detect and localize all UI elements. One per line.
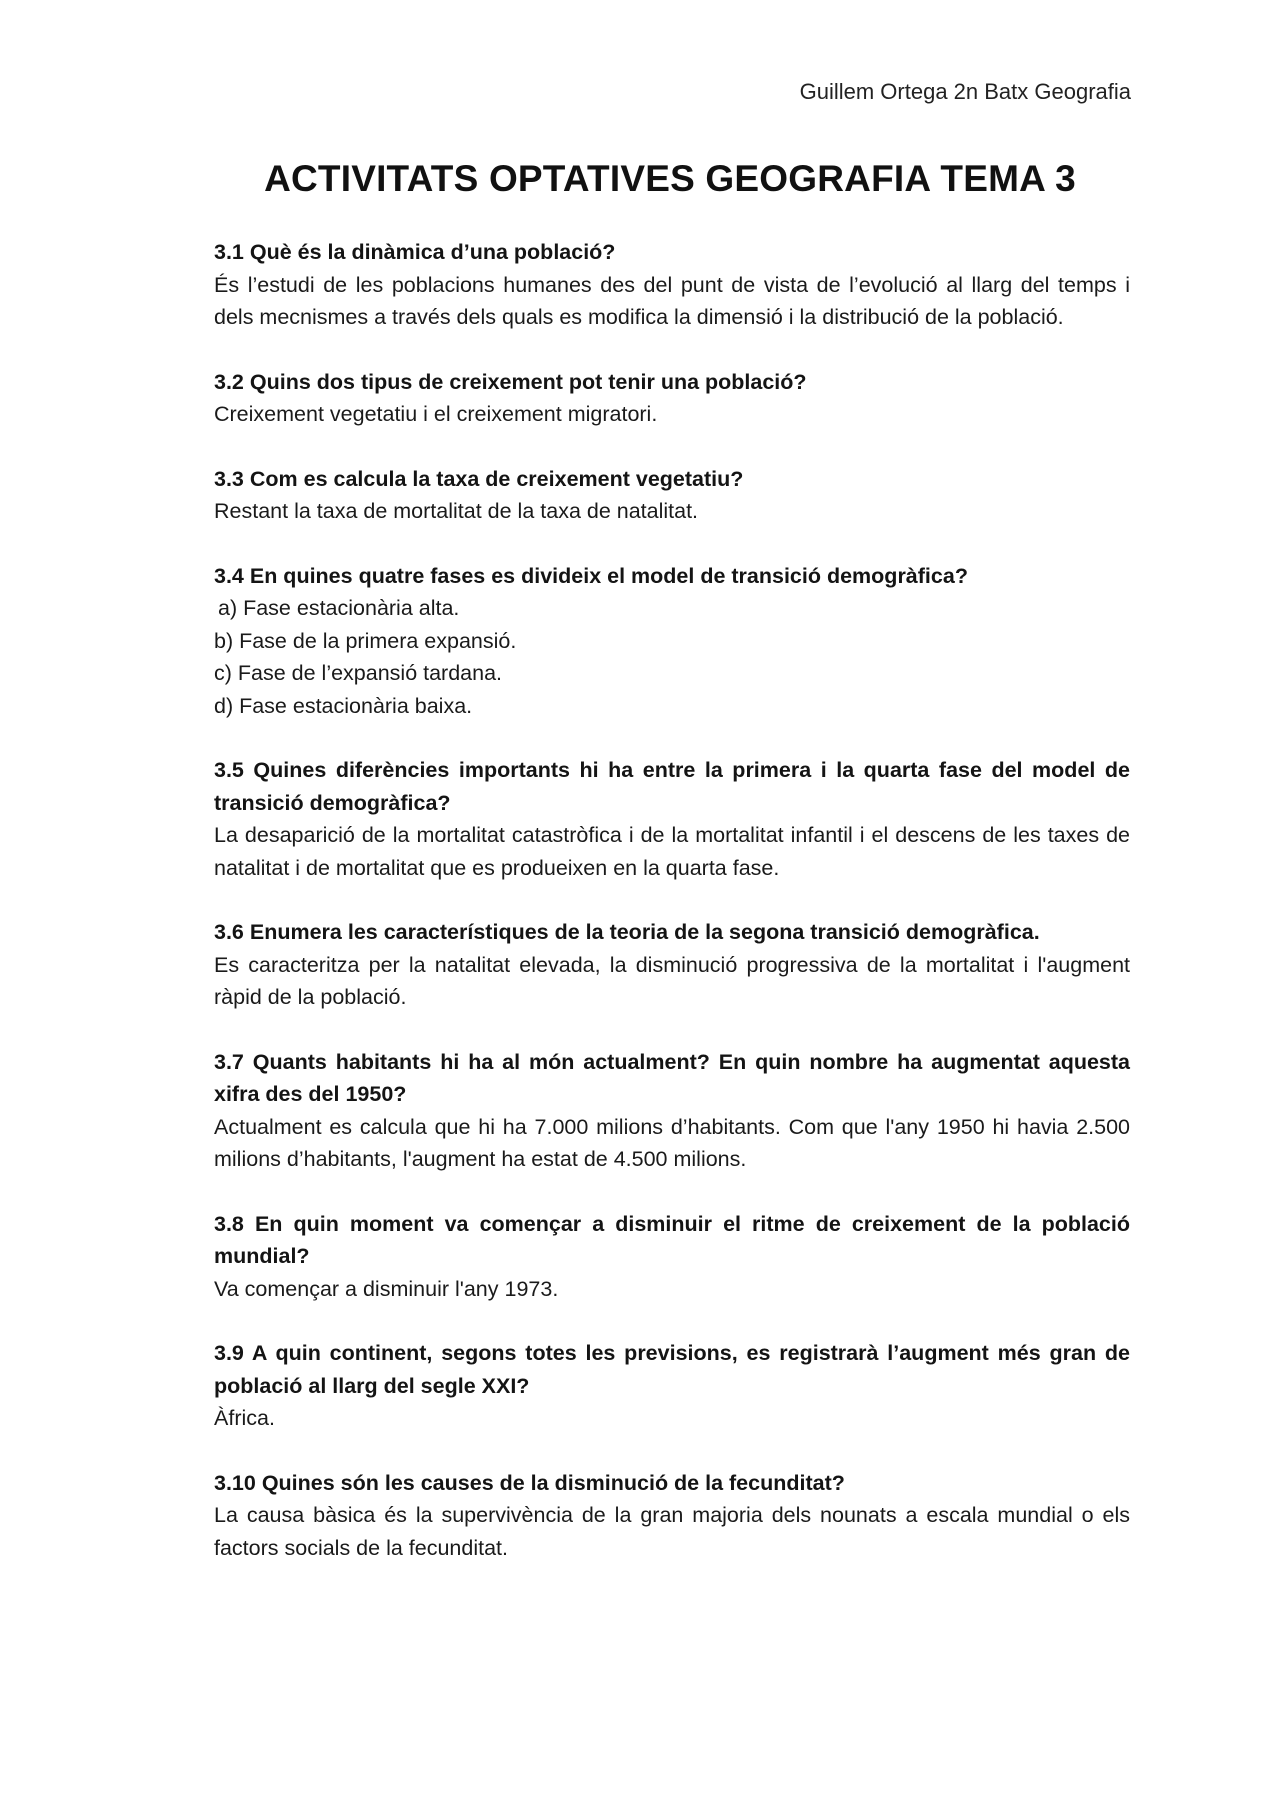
question-text: 3.8 En quin moment va començar a disminuir el ritme de creixement de la població mundial? — [214, 1211, 1130, 1268]
questions-list — [214, 236, 1130, 1596]
answer-text: La causa bàsica és la supervivència de la gran majoria dels nounats a escala mundial o els factors socials de la fecunditat. — [214, 1503, 1130, 1560]
list-item: d) Fase estacionària baixa. — [214, 693, 473, 718]
answer-text: Es caracteritza per la natalitat elevada, la disminució progressiva de la mortalitat i l'augment ràpid de la població. — [214, 952, 1130, 1009]
question-block-3-5 — [214, 754, 1130, 884]
page-title: ACTIVITATS OPTATIVES GEOGRAFIA TEMA 3 — [264, 158, 1076, 199]
list-item: c) Fase de l’expansió tardana. — [214, 661, 503, 685]
question-text: 3.10 Quines són les causes de la disminució de la fecunditat? — [214, 1470, 845, 1495]
answer-text: Restant la taxa de mortalitat de la taxa de natalitat. — [214, 499, 699, 523]
question-block-3-10 — [214, 1467, 1130, 1565]
author-header: Guillem Ortega 2n Batx Geografia — [799, 79, 1131, 104]
answer-text: És l’estudi de les poblacions humanes des del punt de vista de l’evolució al llarg del temps i dels mecnismes a través dels quals es modifica la dimensió i la distribució de la població. — [214, 272, 1130, 329]
question-text: 3.1 Què és la dinàmica d’una població? — [214, 240, 616, 264]
question-text: 3.7 Quants habitants hi ha al món actualment? En quin nombre ha augmentat aquesta xifra des del 1950? — [214, 1049, 1130, 1106]
answer-text: Creixement vegetatiu i el creixement migratori. — [214, 402, 658, 426]
question-text: 3.3 Com es calcula la taxa de creixement vegetatiu? — [214, 466, 744, 491]
question-text: 3.9 A quin continent, segons totes les previsions, es registrarà l’augment més gran de població al llarg del segle XXI? — [214, 1341, 1130, 1398]
question-text: 3.5 Quines diferències importants hi ha entre la primera i la quarta fase del model de transició demogràfica? — [214, 758, 1130, 815]
list-item: b) Fase de la primera expansió. — [214, 628, 517, 653]
answer-text: La desaparició de la mortalitat catastròfica i de la mortalitat infantil i el descens de les taxes de natalitat i de mortalitat que es produeixen en la quarta fase. — [214, 823, 1130, 880]
answer-text: Actualment es calcula que hi ha 7.000 milions d’habitants. Com que l'any 1950 hi havia 2.500 milions d’habitants, l'augment ha estat de 4.500 milions. — [214, 1114, 1130, 1171]
question-block-3-3 — [214, 463, 1130, 528]
answer-list — [214, 592, 1130, 722]
question-block-3-7 — [214, 1046, 1130, 1176]
question-block-3-1 — [214, 236, 1130, 334]
question-text: 3.4 En quines quatre fases es divideix el model de transició demogràfica? — [214, 563, 968, 588]
question-text: 3.2 Quins dos tipus de creixement pot tenir una població? — [214, 369, 807, 394]
question-block-3-6 — [214, 916, 1130, 1014]
question-block-3-4 — [214, 560, 1130, 723]
answer-text: Àfrica. — [214, 1406, 275, 1430]
question-block-3-8 — [214, 1208, 1130, 1306]
question-block-3-9 — [214, 1337, 1130, 1435]
question-text: 3.6 Enumera les característiques de la teoria de la segona transició demogràfica. — [214, 920, 1040, 944]
list-item: a) Fase estacionària alta. — [218, 596, 460, 620]
answer-text: Va començar a disminuir l'any 1973. — [214, 1276, 559, 1301]
question-block-3-2 — [214, 366, 1130, 431]
